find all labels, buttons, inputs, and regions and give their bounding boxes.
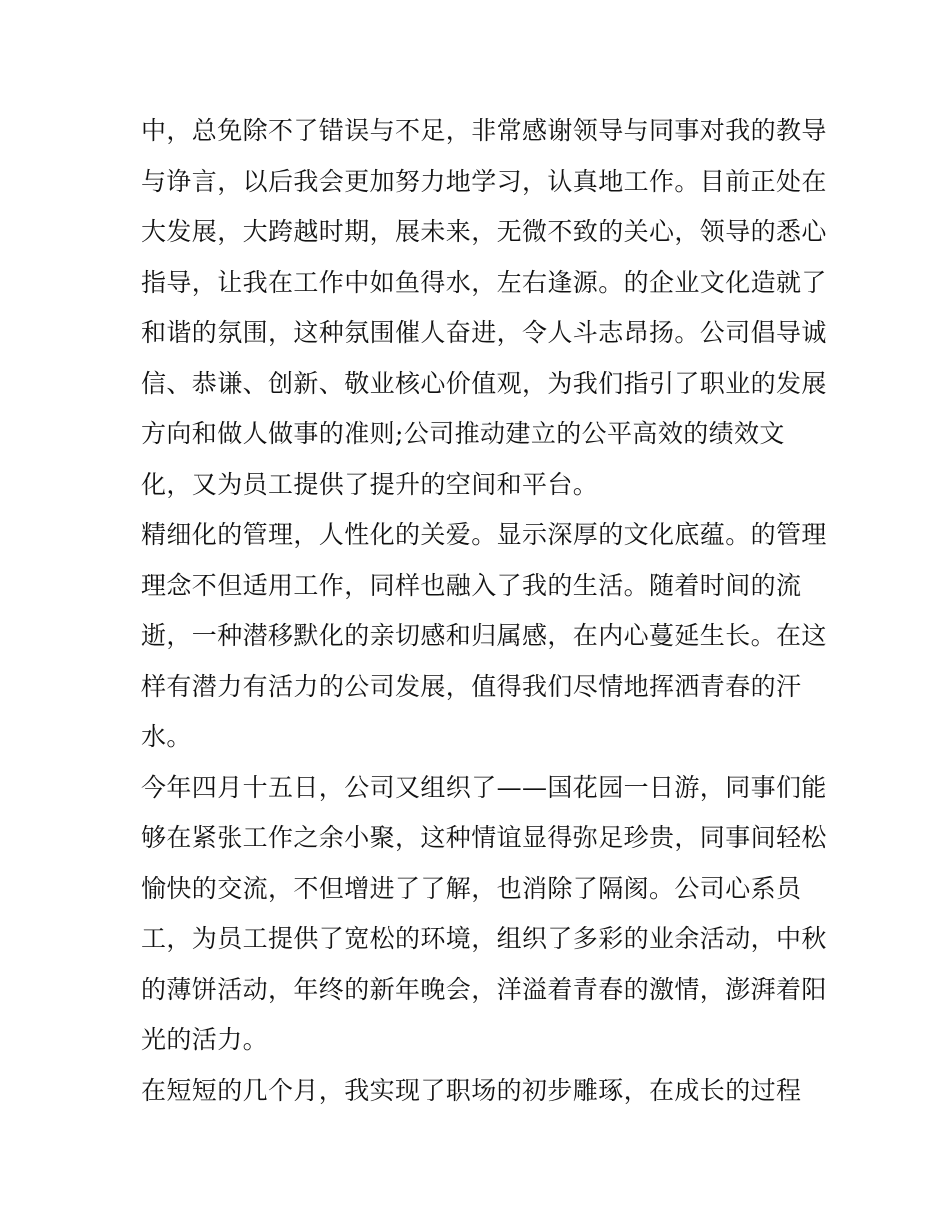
text-line-16: 愉快的交流，不但增进了了解，也消除了隔阂。公司心系员 [141, 873, 802, 903]
text-line-8: 化，又为员工提供了提升的空间和平台。 [141, 469, 599, 499]
text-line-1: 中，总免除不了错误与不足，非常感谢领导与同事对我的教导 [141, 116, 827, 145]
text-line-10: 理念不但适用工作，同样也融入了我的生活。随着时间的流 [141, 570, 802, 600]
text-line-17: 工，为员工提供了宽松的环境，组织了多彩的业余活动，中秋 [141, 924, 827, 953]
text-line-4: 指导，让我在工作中如鱼得水，左右逢源。的企业文化造就了 [141, 267, 827, 297]
text-line-11: 逝，一种潜移默化的亲切感和归属感，在内心蔓延生长。在这 [141, 621, 827, 650]
text-line-12: 样有潜力有活力的公司发展，值得我们尽情地挥洒青春的汗 [141, 671, 802, 701]
text-line-2: 与诤言，以后我会更加努力地学习，认真地工作。目前正处在 [141, 166, 827, 196]
text-line-20: 在短短的几个月，我实现了职场的初步雕琢，在成长的过程 [141, 1075, 802, 1105]
text-line-19: 光的活力。 [141, 1025, 269, 1054]
text-line-5: 和谐的氛围，这种氛围催人奋进，令人斗志昂扬。公司倡导诚 [141, 318, 827, 347]
text-line-14: 今年四月十五日，公司又组织了——国花园一日游，同事们能 [141, 772, 827, 802]
text-line-13: 水。 [141, 722, 192, 751]
text-line-9: 精细化的管理，人性化的关爱。显示深厚的文化底蕴。的管理 [141, 520, 827, 549]
text-line-6: 信、恭谦、创新、敬业核心价值观，为我们指引了职业的发展 [141, 368, 827, 398]
text-line-3: 大发展，大跨越时期，展未来，无微不致的关心，领导的悉心 [141, 217, 827, 246]
text-line-18: 的薄饼活动，年终的新年晚会，洋溢着青春的激情，澎湃着阳 [141, 974, 827, 1004]
text-line-7: 方向和做人做事的准则;公司推动建立的公平高效的绩效文 [141, 419, 785, 448]
body-text [141, 106, 827, 1116]
text-line-15: 够在紧张工作之余小聚，这种情谊显得弥足珍贵，同事间轻松 [141, 823, 827, 852]
